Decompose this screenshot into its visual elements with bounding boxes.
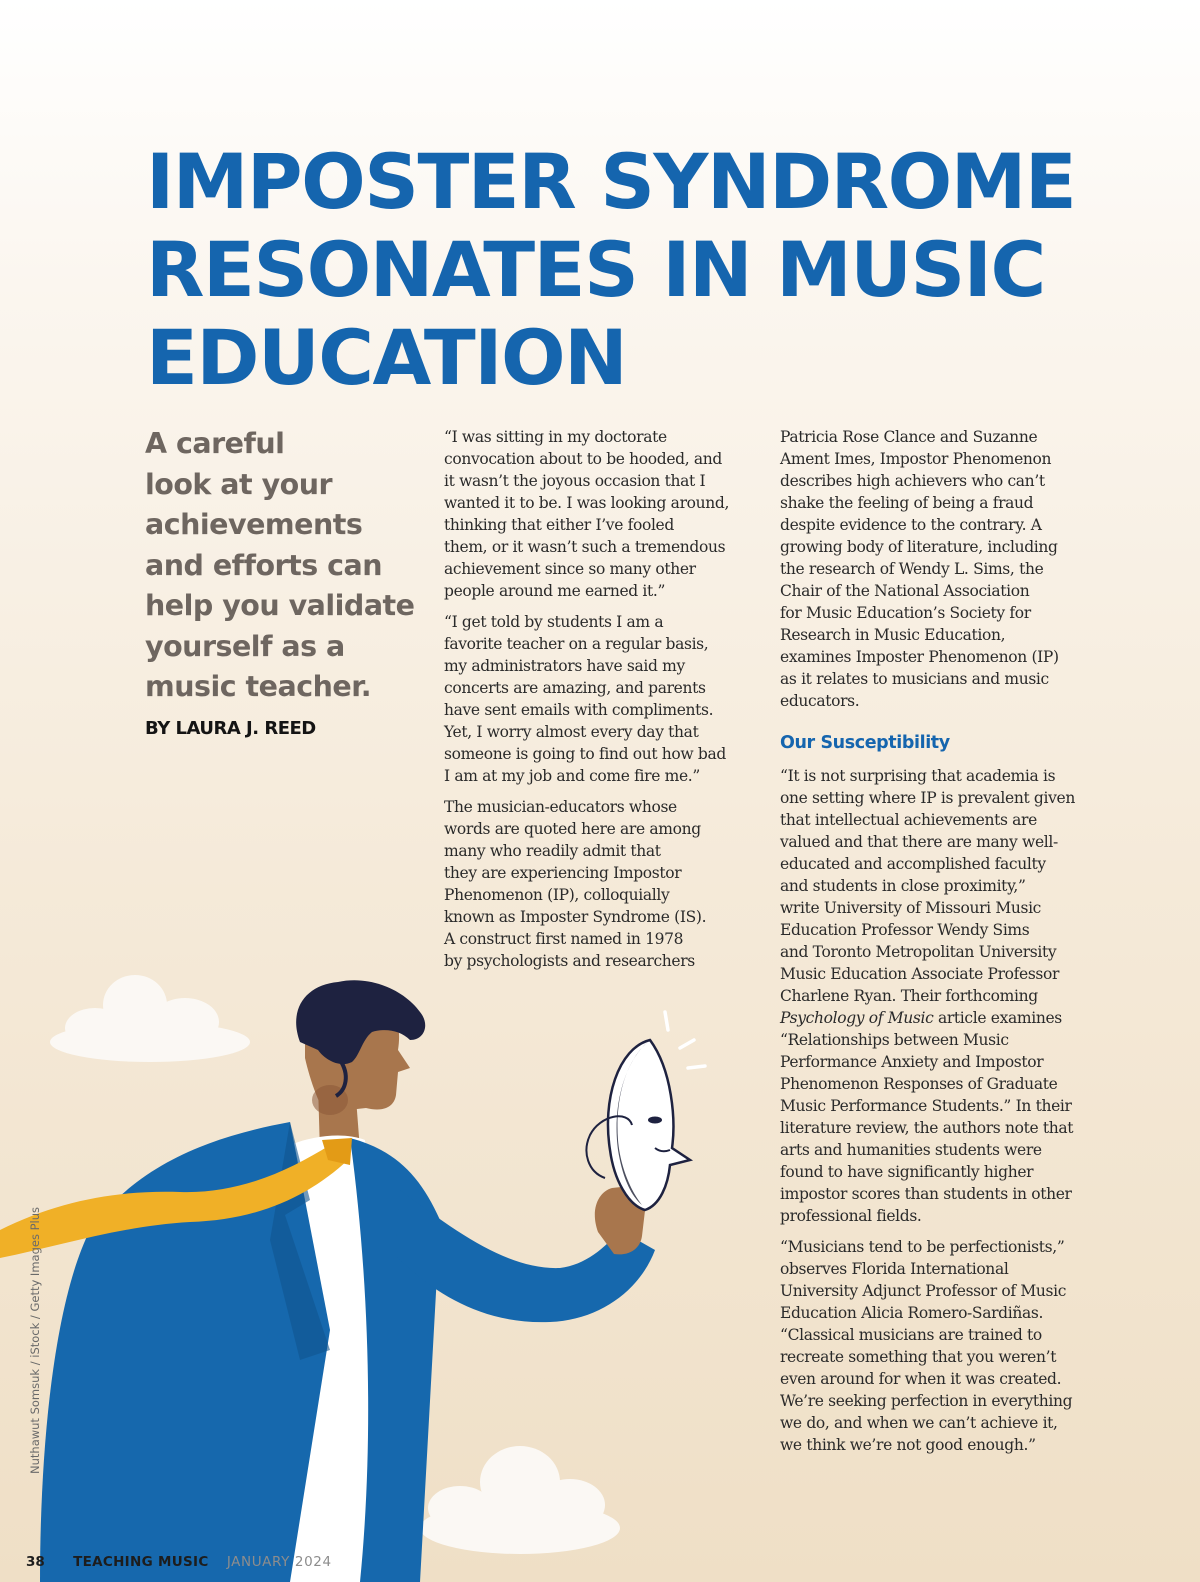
text-line: “I get told by students I am a — [444, 613, 664, 631]
text-line: growing body of literature, including — [780, 538, 1058, 556]
text-line: help you validate — [145, 589, 415, 622]
text-line: thinking that either I’ve fooled — [444, 516, 674, 534]
text-line: Patricia Rose Clance and Suzanne — [780, 428, 1038, 446]
text-line: the research of Wendy L. Sims, the — [780, 560, 1044, 578]
text-line: A construct first named in 1978 — [444, 930, 684, 948]
body-paragraph — [780, 426, 1090, 712]
journal-title: Psychology of Music — [780, 1009, 934, 1027]
text-line: A careful — [145, 427, 285, 460]
text-line: favorite teacher on a regular basis, — [444, 635, 709, 653]
text-line: we think we’re not good enough.” — [780, 1436, 1036, 1454]
text-line: achievements — [145, 508, 363, 541]
text-line: found to have significantly higher — [780, 1163, 1034, 1181]
text-line: them, or it wasn’t such a tremendous — [444, 538, 726, 556]
text-line: “I was sitting in my doctorate — [444, 428, 667, 446]
text-line: music teacher. — [145, 670, 372, 703]
illustration — [0, 940, 760, 1582]
article-title — [146, 138, 1106, 402]
text-line: many who readily admit that — [444, 842, 661, 860]
byline: BY LAURA J. REED — [145, 718, 316, 739]
text-line: convocation about to be hooded, and — [444, 450, 722, 468]
text-line: arts and humanities students were — [780, 1141, 1042, 1159]
text-line: I am at my job and come fire me.” — [444, 767, 700, 785]
text-line: IMPOSTER SYNDROME — [146, 137, 1076, 226]
text-line: and students in close proximity,” — [780, 877, 1026, 895]
text-line: have sent emails with compliments. — [444, 701, 714, 719]
text-line: Research in Music Education, — [780, 626, 1006, 644]
text-line: Education Alicia Romero-Sardiñas. — [780, 1304, 1044, 1322]
text-line: Music Performance Students.” In their — [780, 1097, 1072, 1115]
mask-icon — [586, 1012, 705, 1210]
page-number: 38 — [26, 1554, 45, 1570]
text-line: as it relates to musicians and music — [780, 670, 1049, 688]
cloud-icon — [50, 975, 250, 1062]
text-line: Phenomenon Responses of Graduate — [780, 1075, 1058, 1093]
text-line: “Classical musicians are trained to — [780, 1326, 1042, 1344]
text-line: “It is not surprising that academia is — [780, 767, 1056, 785]
text-line: University Adjunct Professor of Music — [780, 1282, 1067, 1300]
text-line: for Music Education’s Society for — [780, 604, 1031, 622]
text-line: examines Imposter Phenomenon (IP) — [780, 648, 1059, 666]
text-line: write University of Missouri Music — [780, 899, 1042, 917]
text-line: that intellectual achievements are — [780, 811, 1037, 829]
text-line: professional fields. — [780, 1207, 922, 1225]
text-line: Education Professor Wendy Sims — [780, 921, 1030, 939]
text-line: and efforts can — [145, 548, 383, 582]
text-line: educators. — [780, 692, 860, 710]
text-line: concerts are amazing, and parents — [444, 679, 706, 697]
text-line: The musician-educators whose — [444, 798, 677, 816]
text-line: achievement since so many other — [444, 560, 696, 578]
magazine-name: TEACHING MUSIC — [73, 1554, 209, 1570]
text-line: even around for when it was created. — [780, 1370, 1062, 1388]
quote-paragraph — [444, 426, 754, 602]
issue-date: JANUARY 2024 — [226, 1554, 332, 1570]
text-line: We’re seeking perfection in everything — [780, 1392, 1073, 1410]
text-line: recreate something that you weren’t — [780, 1348, 1057, 1366]
text-line: Phenomenon (IP), colloquially — [444, 886, 670, 904]
body-paragraph: “It is not surprising that academia is one setting where IP is prevalent given that intellectual achievements are valued and that there are many well- educated and accomplished faculty and students in close proximity,” write University of Missouri Music Education Professor Wendy Sims and Toronto Metropolitan University Music Education Associate Professor Charlene Ryan. Their forthcoming Psychology of Music article examines “Relationships between Music Performance Anxiety and Impostor Phenomenon Responses of Graduate Music Performance Students.” In their literature review, the authors note that arts and humanities students were found to have significantly higher impostor scores than students in other professional fields. — [780, 765, 1090, 1227]
text-line: impostor scores than students in other — [780, 1185, 1072, 1203]
cloud-icon — [420, 1446, 620, 1554]
text-line: Yet, I worry almost every day that — [444, 723, 699, 741]
section-heading: Our Susceptibility — [780, 733, 950, 753]
text-line: EDUCATION — [146, 313, 627, 402]
text-line: yourself as a — [145, 629, 345, 663]
text-line: educated and accomplished faculty — [780, 855, 1046, 873]
text-line: shake the feeling of being a fraud — [780, 494, 1034, 512]
article-subtitle — [145, 424, 430, 708]
text-line: “Relationships between Music — [780, 1031, 1009, 1049]
text-line: words are quoted here are among — [444, 820, 701, 838]
page-footer — [26, 1554, 332, 1570]
quote-paragraph — [780, 1236, 1090, 1456]
text-line: literature review, the authors note that — [780, 1119, 1074, 1137]
text-line: it wasn’t the joyous occasion that I — [444, 472, 706, 490]
text-line: we do, and when we can’t achieve it, — [780, 1414, 1058, 1432]
text-line: and Toronto Metropolitan University — [780, 943, 1057, 961]
text-line: look at your — [145, 467, 333, 501]
body-column-1 — [444, 426, 754, 981]
text-line: my administrators have said my — [444, 657, 685, 675]
text-line: Performance Anxiety and Impostor — [780, 1053, 1044, 1071]
text-line: known as Imposter Syndrome (IS). — [444, 908, 707, 926]
text-line: people around me earned it.” — [444, 582, 666, 600]
text-line: valued and that there are many well- — [780, 833, 1058, 851]
text-line: RESONATES IN MUSIC — [146, 225, 1045, 314]
quote-paragraph — [444, 611, 754, 787]
text-line: someone is going to find out how bad — [444, 745, 726, 763]
text-line: wanted it to be. I was looking around, — [444, 494, 730, 512]
text-line: by psychologists and researchers — [444, 952, 695, 970]
text-line: despite evidence to the contrary. A — [780, 516, 1042, 534]
text-line: one setting where IP is prevalent given — [780, 789, 1075, 807]
text-line: they are experiencing Impostor — [444, 864, 682, 882]
text-line: Ament Imes, Impostor Phenomenon — [780, 450, 1052, 468]
text-line: Charlene Ryan. Their forthcoming — [780, 987, 1038, 1005]
body-column-2 — [780, 426, 1090, 1465]
text-line: describes high achievers who can’t — [780, 472, 1045, 490]
text-line: observes Florida International — [780, 1260, 1009, 1278]
text-line: Music Education Associate Professor — [780, 965, 1060, 983]
text-line: “Musicians tend to be perfectionists,” — [780, 1238, 1065, 1256]
text-line: Chair of the National Association — [780, 582, 1030, 600]
photo-credit: Nuthawut Somsuk / iStock / Getty Images Plus — [28, 1206, 42, 1474]
